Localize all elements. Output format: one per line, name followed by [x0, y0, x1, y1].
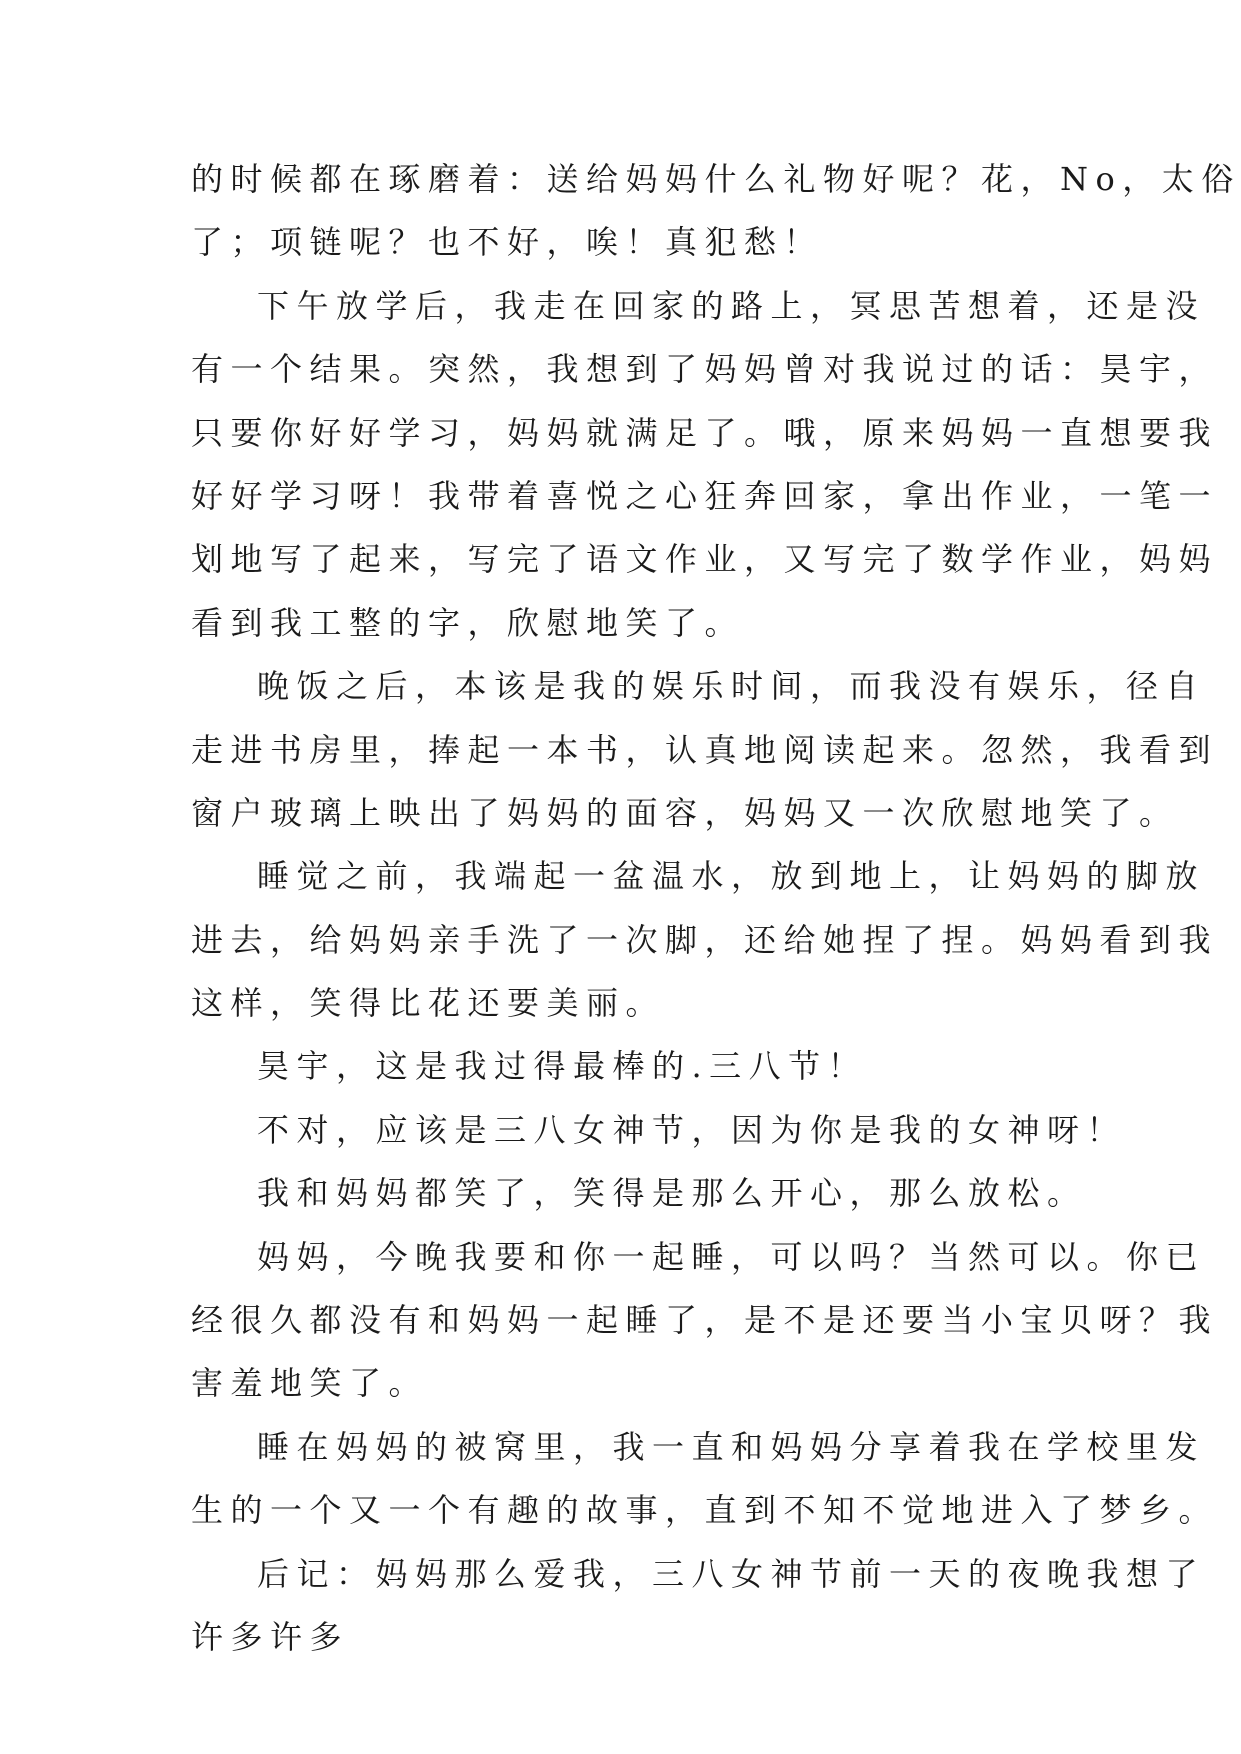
- text-line: 走进书房里，捧起一本书，认真地阅读起来。忽然，我看到: [191, 730, 1219, 769]
- text-line: 了；项链呢？也不好，唉！真犯愁！: [191, 223, 824, 262]
- text-line: 下午放学后，我走在回家的路上，冥思苦想着，还是没: [257, 286, 1206, 325]
- text-line: 害羞地笑了。: [191, 1364, 429, 1403]
- text-line: 的时候都在琢磨着：送给妈妈什么礼物好呢？花，No，太俗: [191, 160, 1241, 198]
- text-line: 不对，应该是三八女神节，因为你是我的女神呀！: [257, 1110, 1127, 1149]
- text-line: 睡觉之前，我端起一盆温水，放到地上，让妈妈的脚放: [257, 857, 1206, 896]
- text-line: 窗户玻璃上映出了妈妈的面容，妈妈又一次欣慰地笑了。: [191, 793, 1179, 832]
- text-line: 后记：妈妈那么爱我，三八女神节前一天的夜晚我想了: [257, 1554, 1206, 1593]
- text-line: 划地写了起来，写完了语文作业，又写完了数学作业，妈妈: [191, 540, 1219, 579]
- text-line: 有一个结果。突然，我想到了妈妈曾对我说过的话：昊宇，: [191, 350, 1219, 389]
- text-line: 进去，给妈妈亲手洗了一次脚，还给她捏了捏。妈妈看到我: [191, 920, 1219, 959]
- text-line: 只要你好好学习，妈妈就满足了。哦，原来妈妈一直想要我: [191, 413, 1219, 452]
- text-line: 好好学习呀！我带着喜悦之心狂奔回家，拿出作业，一笔一: [191, 476, 1219, 515]
- essay-body: [191, 157, 1241, 1678]
- text-line: 晚饭之后，本该是我的娱乐时间，而我没有娱乐，径自: [257, 667, 1206, 706]
- text-line: 这样，笑得比花还要美丽。: [191, 984, 666, 1023]
- text-line: 许多许多: [191, 1617, 350, 1656]
- text-line: 看到我工整的字，欣慰地笑了。: [191, 603, 745, 642]
- text-line: 妈妈，今晚我要和你一起睡，可以吗？当然可以。你已: [257, 1237, 1206, 1276]
- text-line: 我和妈妈都笑了，笑得是那么开心，那么放松。: [257, 1174, 1087, 1213]
- text-line: 睡在妈妈的被窝里，我一直和妈妈分享着我在学校里发: [257, 1427, 1206, 1466]
- text-line: 生的一个又一个有趣的故事，直到不知不觉地进入了梦乡。: [191, 1491, 1219, 1530]
- text-line: 经很久都没有和妈妈一起睡了，是不是还要当小宝贝呀？我: [191, 1301, 1219, 1340]
- text-line: 昊宇，这是我过得最棒的.三八节！: [257, 1047, 868, 1086]
